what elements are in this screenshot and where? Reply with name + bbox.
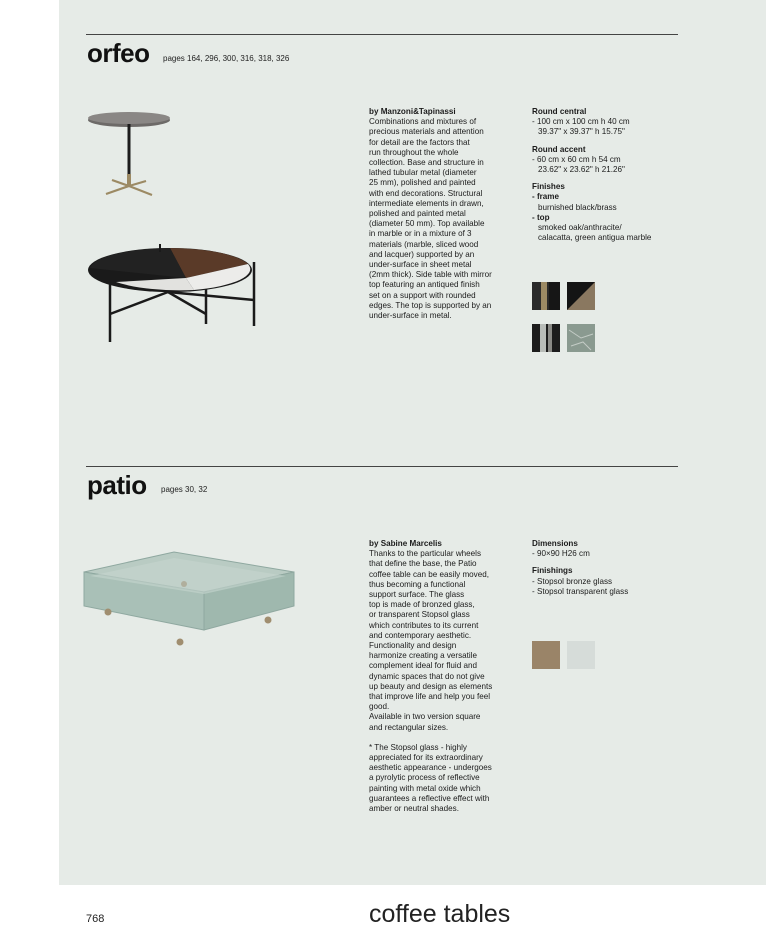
stopsol-note: * The Stopsol glass - highly appreciated for its extraordinary aesthetic appearance - undergoes a pyrolytic process of reflective painting with metal oxide which guarantees a reflective effect with amber or neutral shades.	[369, 742, 492, 814]
section-divider	[86, 466, 678, 467]
spec-value: - 60 cm x 60 cm h 54 cm	[532, 154, 621, 164]
finish-swatch	[532, 282, 560, 310]
spec-value: - Stopsol bronze glass	[532, 576, 613, 586]
product-title-orfeo: orfeo	[87, 38, 150, 68]
spec-value: smoked oak/anthracite/	[538, 223, 622, 233]
product-specs-orfeo	[532, 107, 682, 243]
spec-heading-finishes: Finishes	[532, 182, 565, 192]
page-number: 768	[86, 913, 105, 925]
product-description-orfeo	[369, 107, 519, 321]
finish-swatch-bronze	[532, 641, 560, 669]
product-specs-patio	[532, 539, 682, 597]
product-title-patio: patio	[87, 470, 147, 500]
finish-swatch-transparent	[567, 641, 595, 669]
section-divider	[86, 34, 678, 35]
description-paragraph: Thanks to the particular wheels that define the base, the Patio coffee table can be easily moved, thus becoming a functional support surface. The glass top is made of bronzed glass, or transparent Stopsol glass which contributes to its current and contemporary aesthetic. Functionality and design harmonize creating a versatile complement ideal for fluid and dynamic spaces that do not give up beauty and design as elements that improve life and help you feel good. Available in two version square and rectangular sizes.	[369, 549, 493, 732]
description-paragraph: Combinations and mixtures of precious materials and attention for detail are the factors that run throughout the whole collection. Base and structure in lathed tubular metal (diameter 25 mm), polished and painted with end decorations. Structural intermediate elements in drawn, polished and painted metal (diameter 50 mm). Top available in marble or in a mixture of 3 materials (marble, sliced wood and lacquer) supported by an under-surface in sheet metal (2mm thick). Side table with mirror top featuring an antiqued finish set on a support with rounded edges. The top is supported by an under-surface in metal.	[369, 117, 492, 321]
designer-credit: by Sabine Marcelis	[369, 539, 442, 548]
spec-subheading-top: - top	[532, 212, 550, 222]
section-title: coffee tables	[369, 900, 511, 928]
spec-value: - 90×90 H26 cm	[532, 549, 590, 559]
product-description-patio	[369, 539, 519, 814]
patio-glass-table-image	[82, 548, 296, 652]
page-references-orfeo: pages 164, 296, 300, 316, 318, 326	[163, 54, 290, 63]
spec-value: 39.37" x 39.37" h 15.75"	[538, 127, 625, 137]
designer-credit: by Manzoni&Tapinassi	[369, 107, 456, 116]
finish-swatch	[532, 324, 560, 352]
spec-value: burnished black/brass	[538, 202, 617, 212]
spec-heading-dimensions: Dimensions	[532, 539, 578, 548]
spec-value: calacatta, green antigua marble	[538, 233, 652, 243]
spec-heading-round-central: Round central	[532, 107, 587, 116]
spec-value: 23.62" x 23.62" h 21.26"	[538, 165, 625, 175]
spec-heading-finishings: Finishings	[532, 566, 573, 576]
orfeo-coffee-table-image	[86, 242, 258, 346]
finish-swatch	[567, 324, 595, 352]
spec-subheading-frame: - frame	[532, 192, 559, 202]
spec-value: - Stopsol transparent glass	[532, 586, 629, 596]
page-references-patio: pages 30, 32	[161, 485, 208, 494]
spec-heading-round-accent: Round accent	[532, 144, 586, 154]
spec-value: - 100 cm x 100 cm h 40 cm	[532, 117, 630, 127]
orfeo-side-table-image	[84, 108, 174, 208]
finish-swatch	[567, 282, 595, 310]
